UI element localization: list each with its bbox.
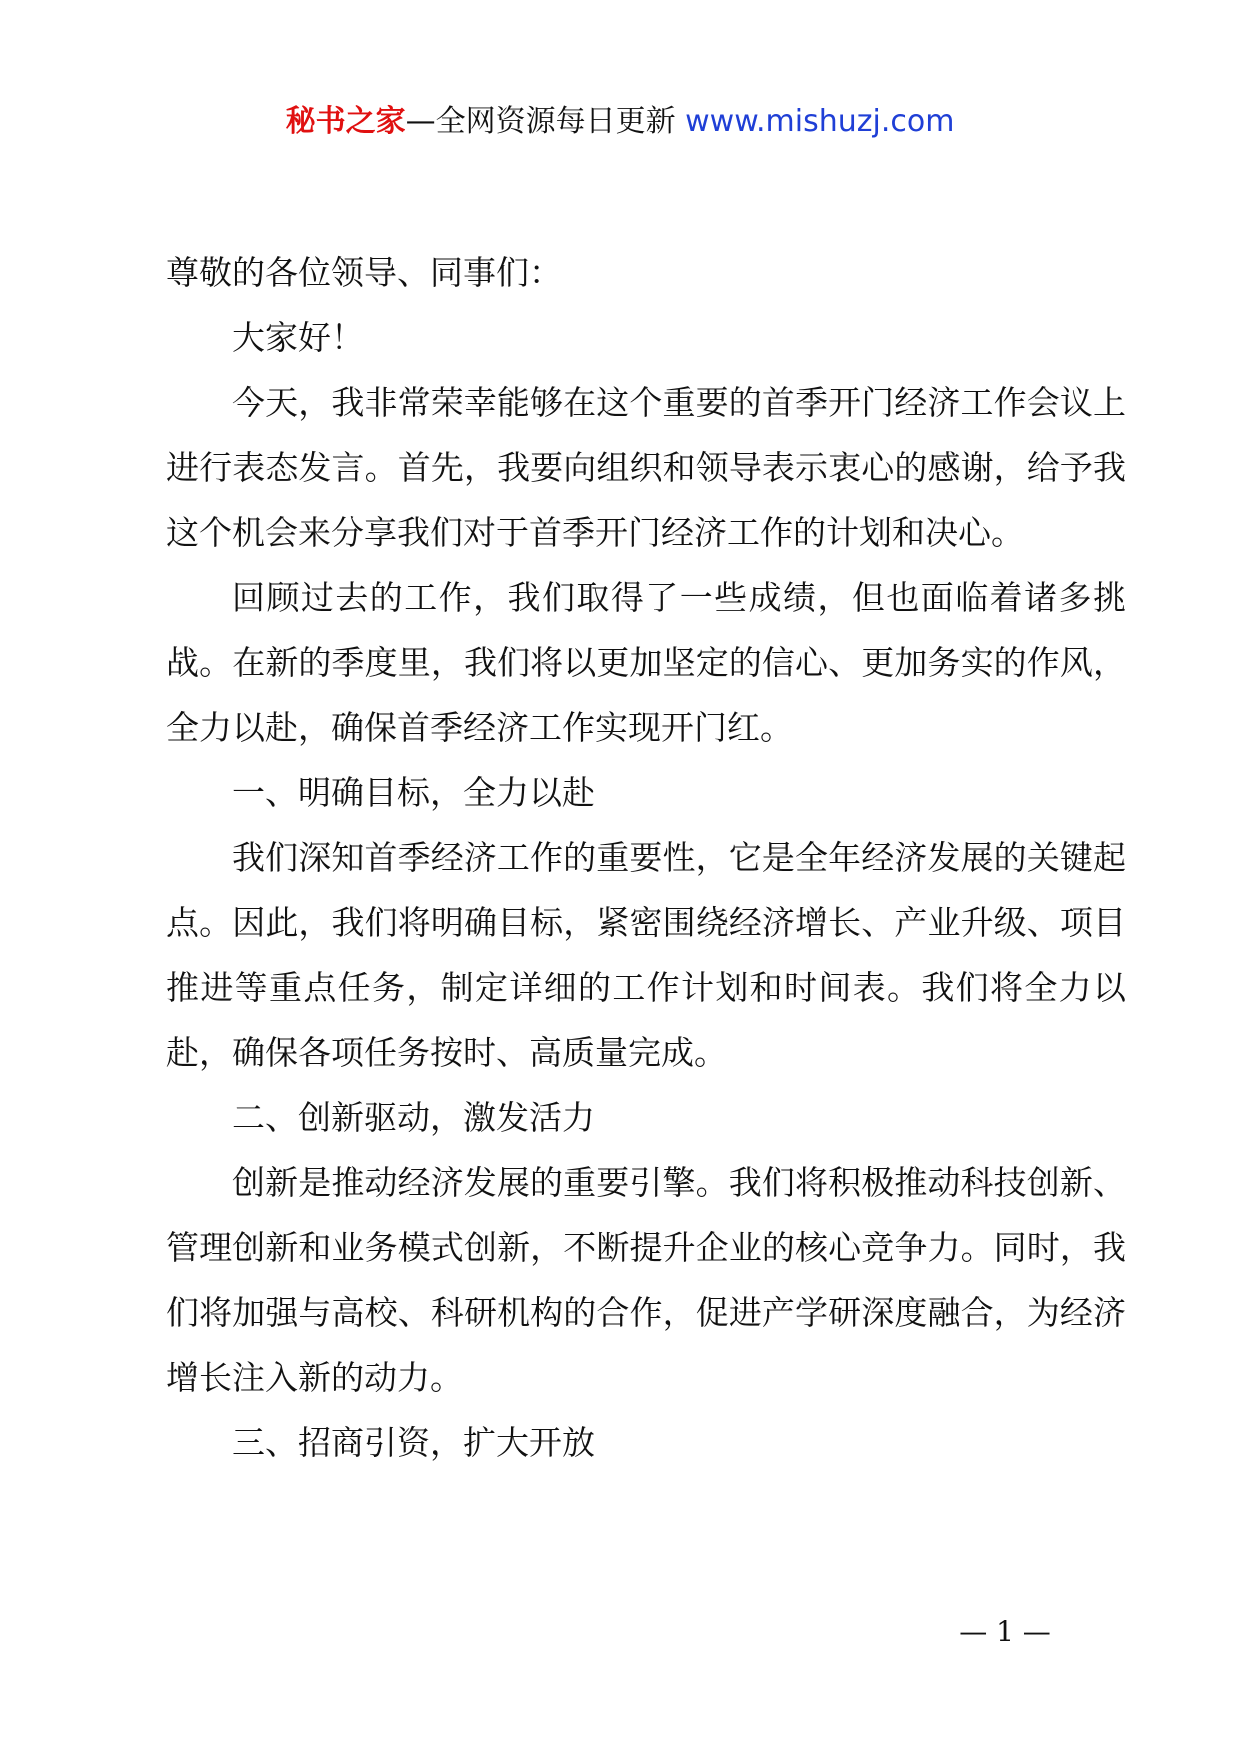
section-body-goals: 我们深知首季经济工作的重要性，它是全年经济发展的关键起点。因此，我们将明确目标，紧密围绕经济增长、产业升级、项目推进等重点任务，制定详细的工作计划和时间表。我们将全力以赴，确保各项任务按时、高质量完成。 [166, 838, 1126, 1072]
document-body [166, 240, 1126, 1475]
section-heading-innovation: 二、创新驱动，激发活力 [232, 1098, 595, 1137]
site-url-link[interactable]: www.mishuzj.com [685, 104, 955, 139]
site-tagline: —全网资源每日更新 [405, 104, 686, 139]
paragraph-review: 回顾过去的工作，我们取得了一些成绩，但也面临着诸多挑战。在新的季度里，我们将以更加坚定的信心、更加务实的作风，全力以赴，确保首季经济工作实现开门红。 [166, 578, 1126, 747]
section-heading-investment: 三、招商引资，扩大开放 [232, 1423, 595, 1462]
section-heading-goals: 一、明确目标，全力以赴 [232, 773, 595, 812]
section-body-innovation: 创新是推动经济发展的重要引擎。我们将积极推动科技创新、管理创新和业务模式创新，不断提升企业的核心竞争力。同时，我们将加强与高校、科研机构的合作，促进产学研深度融合，为经济增长注入新的动力。 [166, 1163, 1126, 1397]
salutation: 尊敬的各位领导、同事们： [166, 253, 562, 292]
page-number: — 1 — [959, 1615, 1051, 1648]
site-header [0, 102, 1240, 142]
paragraph-intro: 今天，我非常荣幸能够在这个重要的首季开门经济工作会议上进行表态发言。首先，我要向组织和领导表示衷心的感谢，给予我这个机会来分享我们对于首季开门经济工作的计划和决心。 [166, 383, 1126, 552]
greeting: 大家好！ [232, 318, 364, 357]
site-name: 秘书之家 [285, 104, 406, 139]
